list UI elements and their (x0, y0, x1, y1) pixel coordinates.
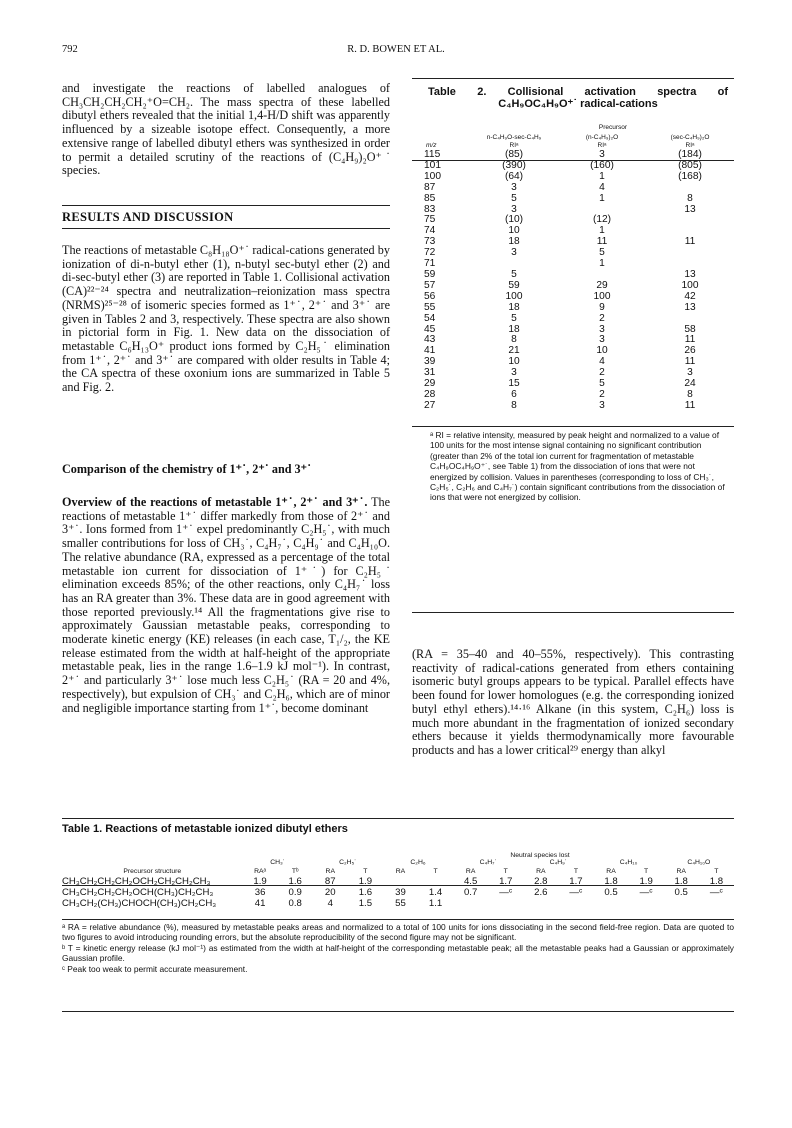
table-row (412, 303, 734, 314)
table-cell: 0.5 (604, 887, 618, 898)
table-cell: 42 (684, 290, 696, 302)
table-cell: 1.6 (358, 887, 373, 898)
table-cell: 4 (599, 356, 605, 368)
table-cell: 101 (424, 159, 441, 171)
table-cell: 6 (511, 388, 517, 400)
table-cell: 72 (424, 247, 436, 259)
table1-species-header: C₄H₇˙ (479, 859, 497, 866)
table-cell: —ᶜ (709, 887, 723, 898)
table-cell (699, 898, 734, 909)
table1-species-header: C₄H₁₀ (619, 859, 638, 866)
table-cell: 5 (511, 192, 517, 204)
table-cell: 18 (508, 236, 520, 248)
table2-title-2: C₄H₉OC₄H₉O⁺˙ radical-cations (498, 98, 658, 110)
table-cell: 43 (424, 334, 436, 346)
table1-grid (62, 858, 734, 909)
table-cell: 0.7 (463, 887, 478, 898)
table2-top-rule (412, 78, 734, 79)
table-cell: 1.8 (604, 876, 618, 887)
table-row (412, 205, 734, 216)
table1-sub-header: RA (606, 868, 616, 875)
table-cell: 29 (596, 279, 608, 291)
table-cell: (10) (504, 214, 524, 226)
table-cell: 5 (511, 312, 517, 324)
table-cell (488, 898, 523, 909)
table-cell: 74 (424, 225, 436, 237)
table1-footnote-b: ᵇ T = kinetic energy release (kJ mol⁻¹) as estimated from the width at half-height of the corresponding metastable peak; all the metastable peaks had a Gaussian or approximately Gaussian profile. (62, 942, 734, 964)
table1-end-rule (62, 1011, 734, 1012)
table-cell: 1.7 (569, 876, 583, 887)
table1-species-header: C₄H₁₀O (687, 859, 711, 866)
table-cell: 2 (599, 312, 605, 324)
running-head: R. D. BOWEN ET AL. (347, 44, 445, 55)
table1-neutral-label: Neutral species lost (510, 852, 570, 859)
table-cell (646, 183, 734, 194)
table1-sub-header: T (573, 868, 578, 875)
table-cell: 3 (599, 399, 605, 411)
table-cell (646, 248, 734, 259)
table-cell: 3 (599, 323, 605, 335)
results-paragraph: The reactions of metastable C₈H₁₈O⁺˙ radical-cations generated by ionization of di-n-butyl ether (1), n-butyl sec-butyl ether (2) and di-sec-butyl ether (3) are reported in Table 1. Collisional activation (CA)²²⁻²⁴ spectra and neutralization–reionization mass spectra (NRMS)²⁵⁻²⁸ of isomeric species formed as 1⁺˙, 2⁺˙ and 3⁺˙ are given in Tables 2 and 3, respectively. These spectra are also shown in pictorial form in Fig. 1. New data on the dissociation of metastable C₆H₁₃O⁺ product ions formed by C₂H₅˙ elimination from 1⁺˙, 2⁺˙ and 3⁺˙ are compared with older results in Table 4; the CA spectra of these oxonium ions are summarized in Table 5 and Fig. 2. (62, 243, 390, 395)
table1-sub-header: T (363, 868, 368, 875)
table-cell: 87 (324, 876, 336, 887)
table-cell: 3 (511, 367, 517, 379)
table-cell: 3 (599, 149, 605, 160)
table-cell: 1.4 (428, 887, 443, 898)
table-cell: 0.8 (288, 898, 302, 909)
table-cell: 10 (596, 345, 608, 357)
table-cell: 58 (684, 323, 696, 335)
table-row (412, 314, 734, 325)
table-cell: 4.5 (463, 876, 478, 887)
table-cell: 3 (511, 203, 517, 215)
table-cell: 0.5 (674, 887, 688, 898)
table-cell: 41 (424, 345, 436, 357)
table-cell: 11 (596, 236, 608, 248)
table-cell: 18 (508, 323, 520, 335)
table-cell (646, 314, 734, 325)
table-cell: 26 (684, 345, 696, 357)
precursor-structure: CH₃CH₂CH₂CH₂OCH₂CH₂CH₂CH₃ (62, 876, 211, 887)
table-cell: 1.8 (674, 876, 688, 887)
table1-precursor-label: Precursor structure (123, 868, 182, 875)
table-row (412, 215, 734, 226)
table-cell: (12) (592, 214, 612, 226)
table-cell: 36 (254, 887, 266, 898)
table1-species-header: CH₃˙ (270, 859, 286, 866)
table-cell (558, 898, 593, 909)
table-cell: 5 (599, 247, 605, 259)
table-cell: 55 (395, 898, 406, 909)
overview-paragraph (62, 496, 390, 715)
table-row (412, 379, 734, 390)
section-rule-bottom (62, 228, 390, 229)
table1-sub-header: T (433, 868, 438, 875)
table1-sub-header: RA (325, 868, 335, 875)
table-cell: (805) (678, 159, 702, 171)
table-cell: 100 (505, 290, 523, 302)
table-cell: 59 (424, 268, 436, 280)
table-cell: (168) (678, 170, 702, 182)
table-cell (453, 898, 488, 909)
table2-precursor-label: Precursor (598, 124, 628, 131)
table-cell: 85 (424, 192, 436, 204)
table-row (412, 183, 734, 194)
table-cell: —ᶜ (499, 887, 513, 898)
table-cell (523, 898, 558, 909)
table-cell: 13 (684, 268, 696, 280)
table1-bottom-rule (62, 919, 734, 920)
table2-ri-a: RIᵃ (509, 142, 519, 149)
table-cell: 8 (687, 192, 693, 204)
table1-header-rule (62, 885, 734, 886)
table-row (412, 357, 734, 368)
table-cell: 100 (681, 279, 699, 291)
table-cell: 2 (599, 388, 605, 400)
table1-title: Table 1. Reactions of metastable ionized dibutyl ethers (62, 823, 348, 835)
table-cell: 54 (424, 312, 436, 324)
table2-col-mz: m/z (426, 142, 437, 149)
table-cell: 71 (424, 258, 436, 270)
table-row (412, 172, 734, 183)
left-column (62, 82, 390, 178)
precursor-structure: CH₃CH₂(CH₃)CHOCH(CH₃)CH₂CH₃ (62, 898, 217, 909)
table1-sub-header: RA (465, 868, 476, 875)
table-cell: 11 (684, 356, 696, 368)
table2-bottom-rule (412, 426, 734, 427)
table1-footnotes (62, 922, 734, 974)
table-cell: (85) (504, 149, 524, 160)
right-column-text: (RA = 35–40 and 40–55%, respectively). This contrasting reactivity of radical-cations generated from ethers containing isomeric butyl groups appears to be typical. Parallel effects have been found for lower homologues (e.g. the corresponding ionized butyl ethyl ethers).¹⁴·¹⁶ Alkane (in this system, C₂H₆) loss is much more abundant in the fragmentation of ionized secondary ethers because it yields thermodynamically more favourable products and has a lower critical²⁹ energy than alkyl (412, 647, 734, 757)
table-cell: 3 (511, 247, 517, 259)
table1-top-rule (62, 818, 734, 819)
page-number: 792 (62, 44, 78, 55)
table-cell: 28 (424, 388, 436, 400)
table-cell: 8 (687, 388, 693, 400)
overview-text: The reactions of metastable 1⁺˙ differ markedly from those of 2⁺˙ and 3⁺˙. Ions formed from 1⁺˙ expel predominantly C₂H₅˙, with much smaller contributions for loss of CH₃˙, C₄H₇˙, C₄H₉˙ and C₄H₁₀O. The relative abundance (RA, expressed as a percentage of the total metastable ion current for dissociation of 1⁺˙) for C₂H₅˙ elimination exceeds 85%; of the other reactions, only C₄H₇˙ loss has an RA greater than 3%. These data are in good agreement with those reported previously.¹⁴ All the fragmentations give rise to approximately Gaussian metastable peaks, corresponding to moderate kinetic energy (KE) releases (in each case, T₁/₂, the KE release estimated from the width at half-height of the appropriate metastable peak, lies in the range 1.6–1.9 kJ mol⁻¹). In contrast, 2⁺˙ and particularly 3⁺˙ lose much less C₂H₅˙ (RA = 20 and 4%, respectively), but expulsion of CH₃˙ and C₂H₆, which are of minor and negligible importance starting from 1⁺˙, become dominant (62, 495, 391, 715)
table1-sub-header: RA (536, 868, 546, 875)
table-row (412, 237, 734, 248)
table-cell: 9 (599, 301, 605, 313)
table-row (62, 887, 734, 898)
table-cell: 100 (424, 170, 441, 182)
table-cell: 2.8 (534, 876, 548, 887)
table1-sub-header: T (644, 868, 649, 875)
table-cell: 21 (508, 345, 520, 357)
table1-sub-header: RA (676, 868, 686, 875)
table-cell: 31 (424, 367, 436, 379)
table1-sub-header: Tᵇ (291, 868, 299, 875)
table1-sub-header: T (503, 868, 508, 875)
table-cell: 10 (508, 225, 520, 237)
table-cell: 45 (424, 323, 436, 335)
table-cell (664, 898, 699, 909)
table-cell: —ᶜ (639, 887, 653, 898)
table-cell: 1 (599, 225, 605, 237)
table-cell: 1.9 (253, 876, 267, 887)
table-cell: 27 (424, 399, 436, 411)
table-row (412, 194, 734, 205)
table1-sub-header: RA (395, 868, 406, 875)
table1-species-header: C₄H₉˙ (549, 859, 568, 866)
table-cell: 5 (511, 268, 517, 280)
table-cell: 83 (424, 203, 436, 215)
table-cell: 56 (424, 290, 436, 302)
table1-footnote-a: ᵃ RA = relative abundance (%), measured by metastable peaks areas and normalized to a total of 100 units for ions dissociating in the second field-free region. Data are quoted to two figures to avoid introducing rounding errors, but the absolute reproducibility of the second figure may not be significant. (62, 922, 734, 943)
table2-title-1: Table 2. Collisional activation spectra of (428, 86, 728, 98)
table1-species-header: C₂H₅˙ (339, 859, 357, 866)
table-cell: 1.7 (499, 876, 513, 887)
table-cell: 4 (327, 898, 333, 909)
table-cell: 13 (684, 203, 696, 215)
table-cell: 73 (424, 236, 436, 248)
table-cell: 11 (684, 399, 696, 411)
table2-header-rule (412, 160, 734, 161)
table-cell: 5 (599, 378, 605, 390)
table-cell: 11 (684, 334, 696, 346)
table-cell (629, 898, 664, 909)
table-cell: 1 (599, 258, 605, 270)
table-cell: 1.1 (428, 898, 443, 909)
table2-ri-c: RIᵃ (685, 142, 695, 149)
table-cell: 1.5 (358, 898, 373, 909)
precursor-structure: CH₃CH₂CH₂CH₂OCH(CH₃)CH₂CH₃ (62, 887, 214, 898)
table-cell: (160) (590, 159, 614, 171)
table2-ri-b: RIᵃ (597, 142, 607, 149)
table-cell: 1 (599, 192, 605, 204)
overview-heading: Overview of the reactions of metastable 1⁺˙, 2⁺˙ and 3⁺˙. (62, 495, 368, 509)
table-cell: (64) (504, 170, 524, 182)
table-cell: 0.9 (288, 887, 302, 898)
table-cell: 29 (424, 378, 436, 390)
table-cell: 8 (511, 399, 517, 411)
table1-sub-header: RAᵃ (254, 868, 267, 875)
table-cell: 3 (511, 181, 517, 193)
table-cell: —ᶜ (569, 887, 583, 898)
section-rule-top (62, 205, 390, 206)
table-cell: 1.9 (639, 876, 653, 887)
table-cell: 39 (424, 356, 436, 368)
table-cell: 10 (508, 356, 520, 368)
table-row (412, 401, 734, 412)
table-cell: 11 (684, 236, 696, 248)
table-cell (593, 898, 628, 909)
table-row (62, 898, 734, 909)
results-heading: RESULTS AND DISCUSSION (62, 210, 234, 224)
table-cell: 59 (508, 279, 520, 291)
table-cell: 18 (508, 301, 520, 313)
table-cell: 20 (324, 887, 336, 898)
table-row (412, 248, 734, 259)
table-cell: 57 (424, 279, 436, 291)
table-cell: 1.9 (358, 876, 373, 887)
subsection-heading: Comparison of the chemistry of 1⁺˙, 2⁺˙ and 3⁺˙ (62, 462, 312, 476)
table-cell: 13 (684, 301, 696, 313)
table1-sub-header: T (714, 868, 719, 875)
intro-paragraph: and investigate the reactions of labelled analogues of CH₃CH₂CH₂CH₂⁺O=CH₂. The mass spectra of these labelled dibutyl ethers revealed that the initial 1,4-H/D shift was apparently influenced by a sizeable isotope effect. Consequently, a more extensive range of labelled dibutyl ethers was synthesized in order to permit a detailed scrutiny of the reactions of (C₄H₉)₂O⁺˙ species. (62, 81, 390, 178)
table-cell: (184) (678, 149, 702, 160)
table2-footnote: ᵃ RI = relative intensity, measured by peak height and normalized to a value of 100 units for the most intense signal containing no significant contribution (greater than 2% of the total ion current for fragmentation of metastable C₄H₉OC₄H₉O⁺˙, see Table 1) from the dissociation of ions that were not energized by collision. Values in parentheses (corresponding to loss of CH₃˙, C₂H₅˙, C₂H₆ and C₄H₇˙) contain significant contributions from the dissociation of ions that were not energized by collision. (430, 430, 725, 503)
table-cell: 75 (424, 214, 436, 226)
table-cell: 115 (424, 149, 441, 160)
table-cell: 15 (508, 378, 520, 390)
table-cell: 3 (687, 367, 693, 379)
table-cell: 1 (599, 170, 605, 182)
table2-col-b: (n-C₄H₉)₂O (585, 134, 619, 141)
table-cell: 1.6 (288, 876, 302, 887)
table-cell: 41 (254, 898, 266, 909)
table1-species-header: C₂H₆ (410, 859, 426, 866)
table-cell: 100 (593, 290, 611, 302)
table-cell: 55 (424, 301, 436, 313)
table-cell: 8 (511, 334, 517, 346)
table-cell (646, 215, 734, 226)
table2-end-rule (412, 612, 734, 613)
table-cell: (390) (502, 159, 526, 171)
table-cell: 87 (424, 181, 436, 193)
table1-footnote-c: ᶜ Peak too weak to permit accurate measurement. (62, 963, 248, 974)
table-cell: 3 (599, 334, 605, 346)
table-cell: 4 (599, 181, 605, 193)
table2-col-c: (sec-C₄H₉)₂O (670, 134, 710, 141)
table-cell: 24 (684, 378, 696, 390)
table2-grid (412, 134, 734, 412)
table-cell: 2 (599, 367, 605, 379)
table-cell: 2.6 (534, 887, 548, 898)
table-cell: 39 (395, 887, 406, 898)
table2-col-a: n-C₄H₉O-sec-C₄H₉ (486, 134, 542, 141)
table-cell: 1.8 (709, 876, 724, 887)
